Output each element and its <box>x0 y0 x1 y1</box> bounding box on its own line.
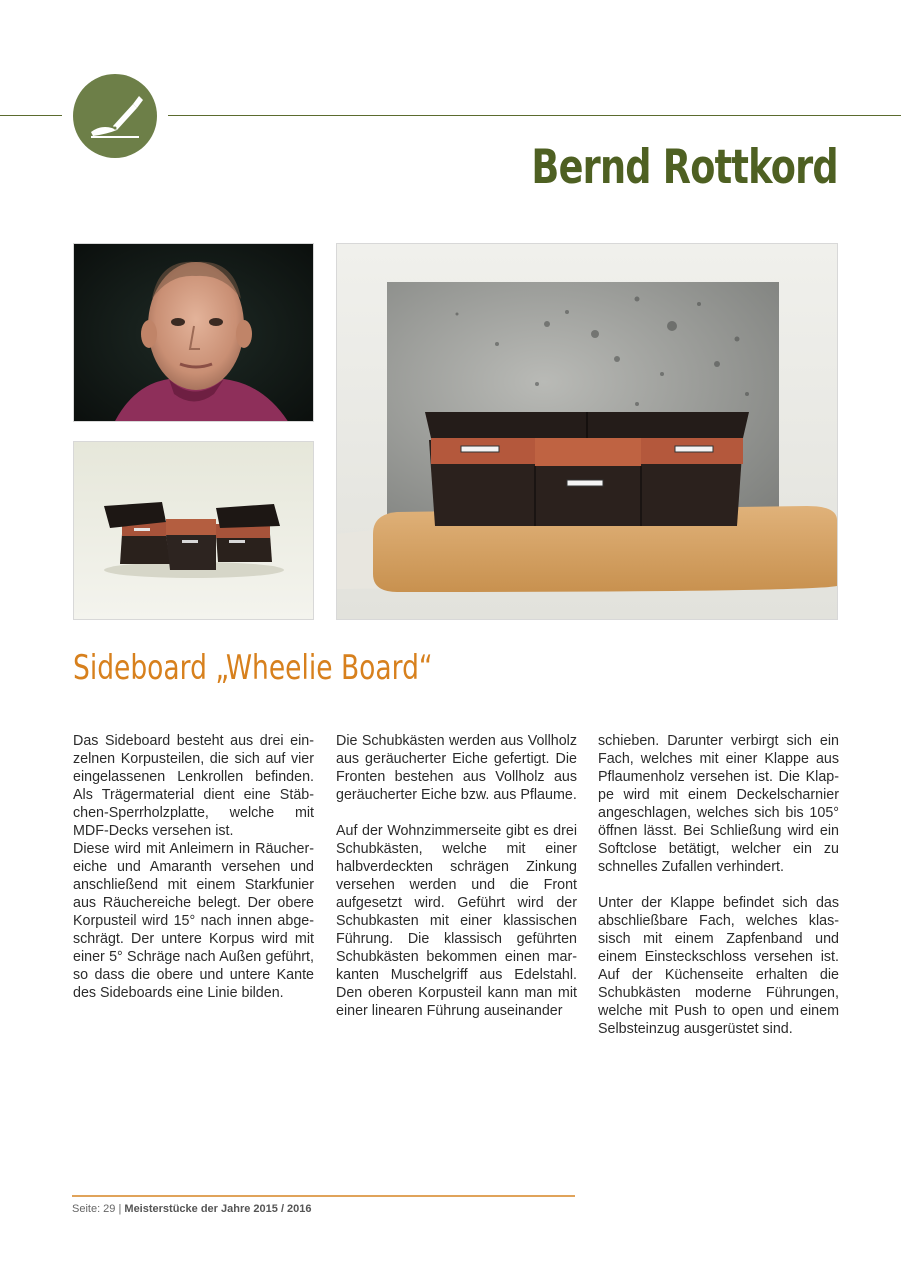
paragraph: Die Schubkästen werden aus Vollholz aus geräucherter Eiche gefertigt. Die Fronten bestehen aus Vollholz aus geräucherter Eiche bzw. aus Pflaume. <box>336 733 577 803</box>
fountain-pen-icon <box>73 74 157 158</box>
header-rule-right <box>168 115 901 116</box>
paragraph-spacer <box>336 804 577 822</box>
publication-title: Meisterstücke der Jahre 2015 / 2016 <box>124 1203 312 1215</box>
header-rule-left <box>0 115 62 116</box>
text-column-1 <box>73 732 314 1002</box>
article-title: Sideboard „Wheelie Board“ <box>73 648 433 688</box>
section-badge <box>73 74 157 158</box>
sideboard-photo-large <box>336 243 838 620</box>
paragraph: Unter der Klappe befindet sich das abschließbare Fach, welches klassisch mit einem Zapfenband und einem Einsteckschloss versehen ist. Auf der Küchenseite erhalten die Schubkästen moderne Führungen, welche mit Push to open und einem Selbsteinzug ausgerüstet sind. <box>598 895 839 1037</box>
sideboard-photo-small <box>73 441 314 620</box>
paragraph: Diese wird mit Anleimern in Räuchereiche und Amaranth versehen und anschließend mit einem Starkfunier aus Räuchereiche belegt. Der obere Korpusteil wird 15° nach innen abgeschrägt. Der untere Korpus wird mit einer 5° Schräge nach Außen geführt, so dass die obere und untere Kante des Sideboards eine Linie bilden. <box>73 841 314 1001</box>
author-name: Bernd Rottkord <box>531 140 838 195</box>
paragraph: Das Sideboard besteht aus drei einzelnen Korpusteilen, die sich auf vier eingelassenen Lenkrollen befinden. Als Trägermaterial dient eine Stäbchen-Sperrholzplatte, welche mit MDF-Decks versehen ist. <box>73 733 314 839</box>
paragraph-spacer <box>598 876 839 894</box>
text-column-2 <box>336 732 577 1020</box>
portrait-photo <box>73 243 314 422</box>
page-number: Seite: 29 | <box>72 1203 122 1215</box>
page-footer <box>72 1203 312 1215</box>
paragraph: Auf der Wohnzimmerseite gibt es drei Schubkästen, welche mit einer halbverdeckten schrägen Zinkung versehen werden und die Front aufgesetzt wird. Geführt wird der Schubkasten mit einer klassischen Führung. Die klassisch geführten Schubkästen bekommen einen markanten Muschelgriff aus Edelstahl. Den oberen Korpusteil kann man mit einer linearen Führung auseinander <box>336 823 577 1019</box>
text-column-3 <box>598 732 839 1038</box>
footer-rule <box>72 1195 575 1197</box>
paragraph: schieben. Darunter verbirgt sich ein Fach, welches mit einer Klappe aus Pflaumenholz versehen ist. Die Klappe wird mit einem Deckelscharnier angeschlagen, welches sich bis 105° öffnen lässt. Bei Schließung wird ein Softclose betätigt, welcher ein zu schnelles Zufallen verhindert. <box>598 733 839 875</box>
